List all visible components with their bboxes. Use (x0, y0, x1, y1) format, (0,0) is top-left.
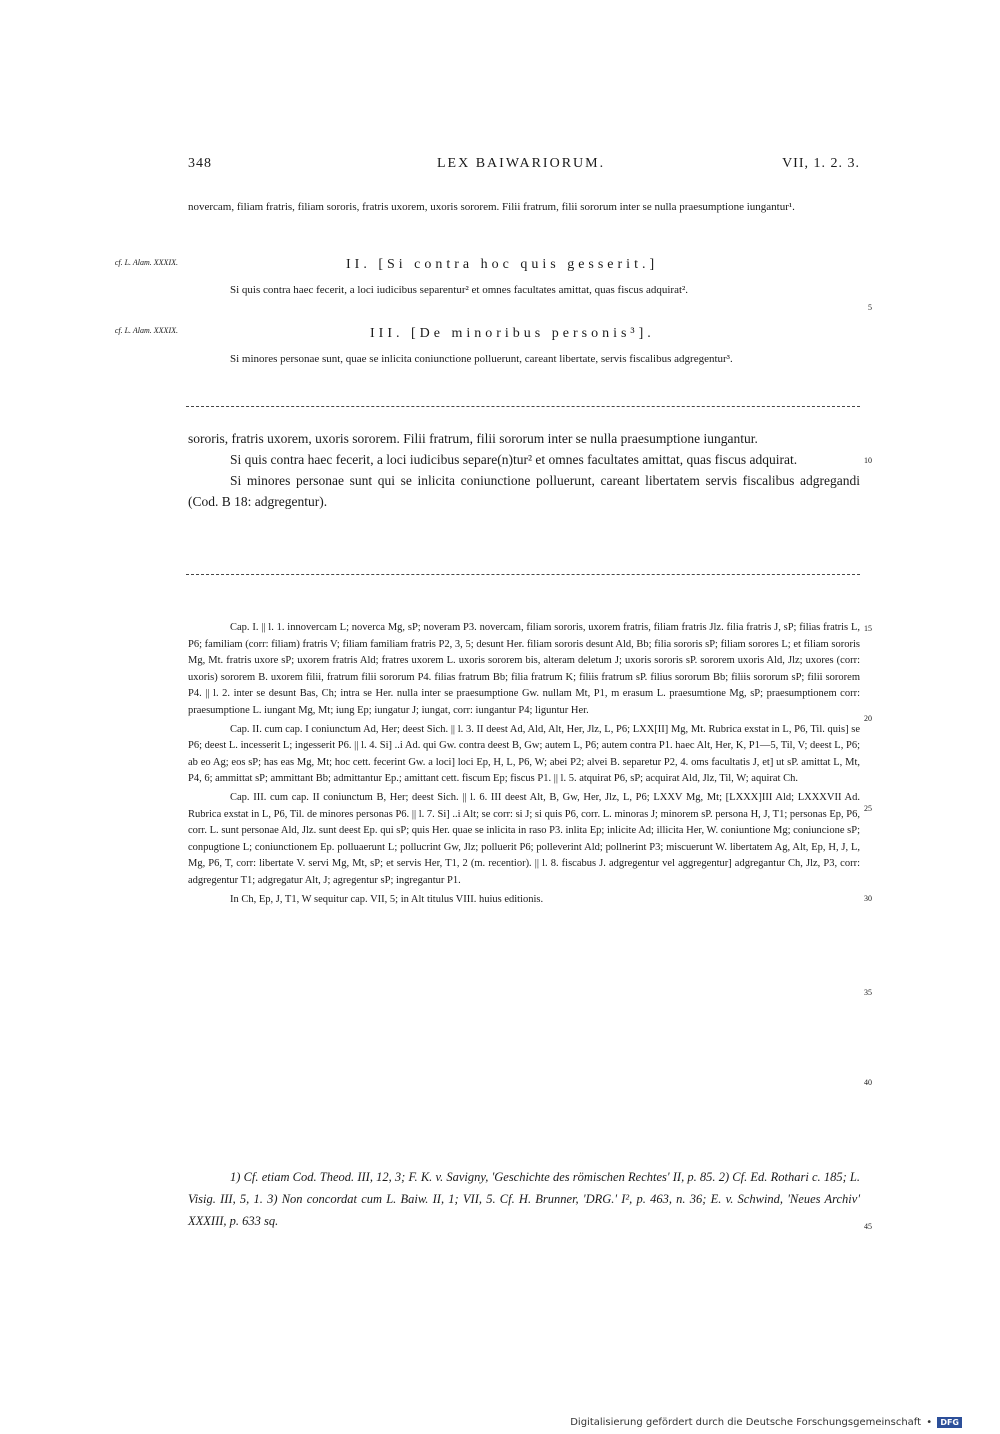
section-reference: VII, 1. 2. 3. (782, 156, 860, 171)
separator-rule (186, 406, 860, 407)
chapter-2-body (188, 283, 860, 298)
line-number: 15 (864, 624, 872, 633)
text-b (188, 428, 860, 512)
text-b-paragraph: Si minores personae sunt qui se inlicita coniunctione polluerunt, careant libertatem servis fiscalibus adgregandi (Cod. B 18: adgregentur). (188, 473, 860, 509)
apparatus-paragraph: Cap. II. cum cap. I coniunctum Ad, Her; deest Sich. || l. 3. II deest Ad, Ald, Alt, Her, Jlz, L, P6; LXX[II] Mg, Mt. Rubrica exstat in L, P6, Til. quis] se P6; deest L. incesserit L; ingesserit P6. || l. 4. Si] ..i Ad. qui Gw. contra deest B, Gw; autem L, P6; autem contra P1. haec Alt, Her, K, P1—5, Til, V; deest L, P6; ab eo Ag; eos sP; has eas Mg, Mt; hoc cett. fecerint Gw. a loci] loci Ep, H, L, P6, W; abei P2; alvei B. separetur P2, 4. oms facultatis J, et] ut sP. amittat L, Mt, P4, 6; ammittat sP; ammittant Bb; admittantur Ep.; amittant cett. fiscum Ep; fiscus P1. || l. 5. atquirat P6, sP; acquirat Ald, Jlz, Til, W; aquirat Ch. (188, 723, 860, 785)
line-number: 35 (864, 988, 872, 997)
margin-note-cap3: cf. L. Alam. XXXIX. (114, 326, 178, 335)
line-number: 20 (864, 714, 872, 723)
line-number: 25 (864, 804, 872, 813)
chapter-3-text: Si minores personae sunt, quae se inlicita coniunctione polluerunt, careant libertate, servis fiscalibus adgregentur³. (230, 353, 733, 365)
apparatus-paragraph: Cap. I. || l. 1. innovercam L; noverca Mg, sP; noveram P3. novercam, filiam sororis, uxorem fratris, filiam fratris Jlz. filia fratris J, sP; filias fratris L, P6; familiam (corr: filiam) fratris V; filiam familiam fratris P2, 3, 5; desunt Her. filiam sororis desunt Ald, Bb; filia sororis sP; filiam sorores L; et filiam sororis Mg, Mt. fratris uxore sP; uxorem fratris Ald; fratres uxorem L. uxoris sororem bis, alteram deletum J; uxoris sororis sP. sororem uxoris Ald, Jlz; uxores (corr: uxoris) sororem B. uxorem filii, fratrum filii sororum P4. filias fratrum Bb; filia fratrum K; filiis fratrum sP. filius sororum Bb; filiis sororum sP; filii sororem P4. || l. 2. inter se desunt Bas, Ch; intra se Her. nulla inter se praesumptione Gw. nullam Mt, P1, m erasum L. praesumtione Mg, sP; praesumptionem corr: praesumptione L. iungant Mg, Mt; iung Ep; iungatur J; iungat, corr: iungantur P4; liguntur Her. (188, 622, 860, 716)
text-b-paragraph: Si quis contra haec fecerit, a loci iudicibus separe(n)tur² et omnes facultates amittat, quas fiscus adquirat. (230, 452, 798, 467)
chapter-3-heading: III. [De minoribus personis³]. (370, 326, 655, 341)
footnotes-text: 1) Cf. etiam Cod. Theod. III, 12, 3; F. K. v. Savigny, 'Geschichte des römischen Rechtes' II, p. 85. 2) Cf. Ed. Rothari c. 185; L. Visig. III, 5, 1. 3) Non concordat cum L. Baiw. II, 1; VII, 5. Cf. H. Brunner, 'DRG.' I², p. 463, n. 36; E. v. Schwind, 'Neues Archiv' XXXIII, p. 633 sq. (188, 1170, 860, 1228)
chapter-3-body (188, 352, 860, 367)
running-title: LEX BAIWARIORUM. (437, 156, 606, 171)
page-number: 348 (188, 156, 212, 171)
apparatus-paragraph: In Ch, Ep, J, T1, W sequitur cap. VII, 5; in Alt titulus VIII. huius editionis. (230, 893, 544, 905)
margin-note-cap2: cf. L. Alam. XXXIX. (114, 258, 178, 267)
line-number: 30 (864, 894, 872, 903)
apparatus-paragraph: Cap. III. cum cap. II coniunctum B, Her; deest Sich. || l. 6. III deest Alt, B, Gw, Her, Jlz, L, P6; LXXV Mg, Mt; [LXXX]III Ald; LXXXVII Ad. Rubrica exstat in L, P6, Til. de minores personas P6. || l. 7. Si] ..i Alt; se corr: si J; si quis P6, corr. L. minoras J; minorem sP. persona H, J, T1; personas Ep, P6, corr. L. sunt personae Ald, Jlz. sunt deest Ep. qui sP; quis Her. quae se inlicita in raso P3. inlita Ep; inlicite Ad; illicita Her, W. coniuntione Mg; coniuncione sP; conpugtione L; coniunctionem Ep. polluaerunt L; pollucrint Gw, Jlz; polluerit P6; polleverint Ald; pollnerint P3; miscuerunt W. libertatem Ag, Alt, Ep, H, J, L, Mg, P6, T, corr: libertate V. servi Mg, Mt, sP; et servis Her, T1, 2 (m. recentior). || l. 8. fiscabus J. adgregentur vel aggregentur] adgregantur Ch, Jlz, P3, corr: adgregentur T1; adgregatur Alt, J; agregentur sP; ingregantur P1. (188, 791, 860, 886)
line-number: 45 (864, 1222, 872, 1231)
line-number: 40 (864, 1078, 872, 1087)
footer-credit: Digitalisierung gefördert durch die Deutsche Forschungsgemeinschaft • DFG (570, 1417, 962, 1428)
text-a-opening (188, 200, 860, 215)
dfg-logo: DFG (937, 1417, 962, 1428)
critical-apparatus (188, 620, 860, 910)
footnotes (188, 1166, 860, 1232)
chapter-2-heading: II. [Si contra hoc quis gesserit.] (346, 257, 659, 272)
chapter-2-text: Si quis contra haec fecerit, a loci iudicibus separentur² et omnes facultates amittat, quas fiscus adquirat². (230, 284, 689, 296)
separator-rule (186, 574, 860, 575)
text-b-paragraph: sororis, fratris uxorem, uxoris sororem. Filii fratrum, filii sororum inter se nulla praesumptione iungantur. (188, 431, 758, 446)
footer-text: Digitalisierung gefördert durch die Deutsche Forschungsgemeinschaft (570, 1417, 922, 1428)
opening-paragraph: novercam, filiam fratris, filiam sororis, fratris uxorem, uxoris sororem. Filii fratrum, filii sororum inter se nulla praesumptione iungantur¹. (188, 201, 795, 213)
line-number: 5 (868, 303, 872, 312)
line-number: 10 (864, 456, 872, 465)
